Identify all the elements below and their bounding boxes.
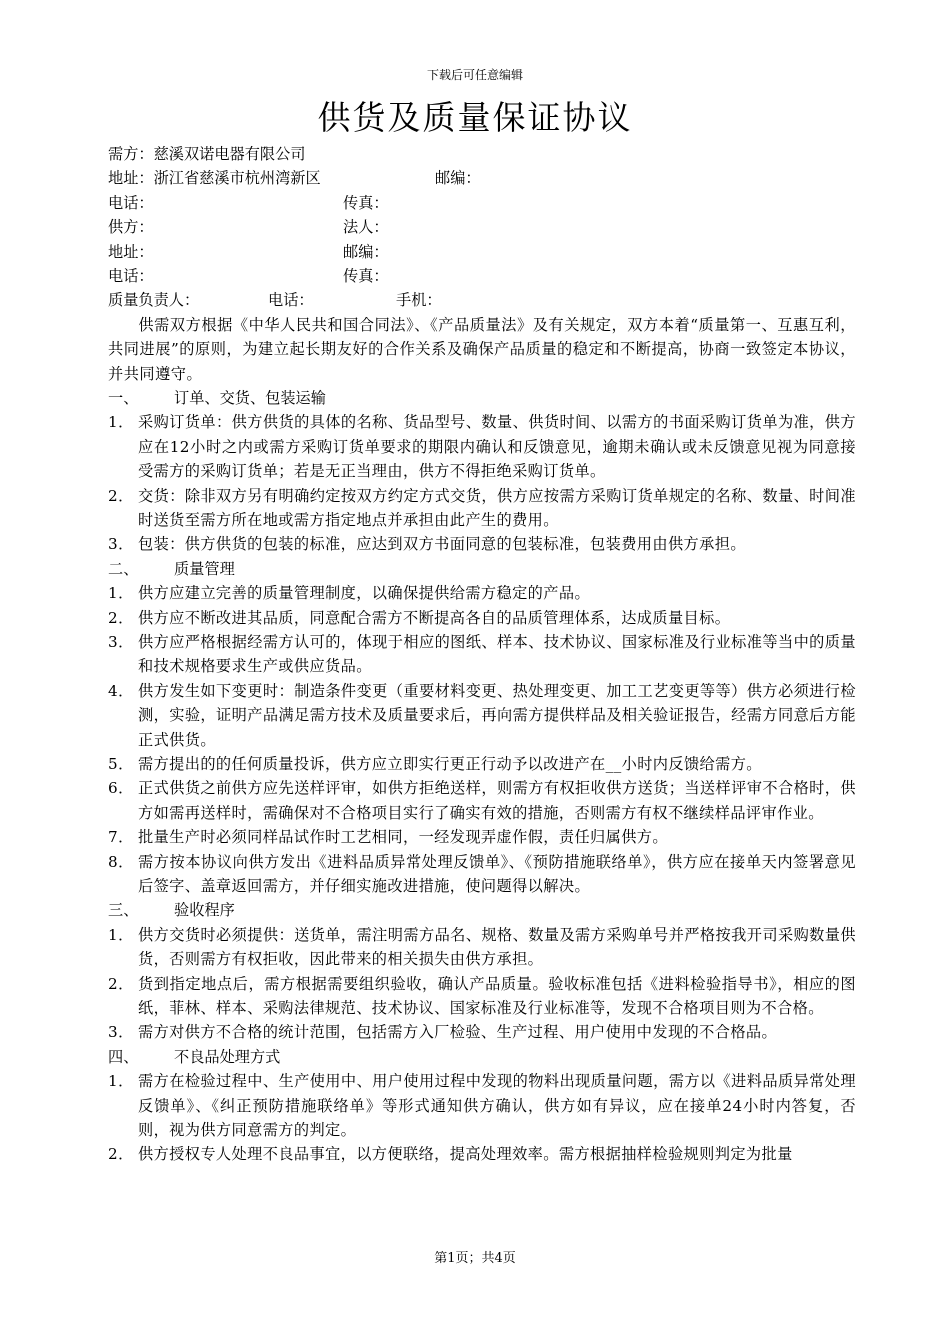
list-item-text: 交货：除非双方另有明确约定按双方约定方式交货，供方应按需方采购订货单规定的名称、数量、时间准时送货至需方所在地或需方指定地点并承担由此产生的费用。: [138, 486, 856, 529]
document-body: [108, 142, 856, 1167]
list-item: [108, 1020, 856, 1044]
section-heading: [108, 557, 856, 581]
list-item-number: 1．: [108, 925, 134, 944]
list-item-number: 8．: [108, 852, 134, 871]
list-item-number: 2．: [108, 1145, 134, 1164]
list-item-text: 供方应建立完善的质量管理制度，以确保提供给需方稳定的产品。: [138, 584, 591, 603]
list-item-text: 需方在检验过程中、生产使用中、用户使用过程中发现的物料出现质量问题，需方以《进料品质异常处理反馈单》、《纠正预防措施联络单》等形式通知供方确认，供方如有异议，应在接单24小时内答复，否则，视为供方同意需方的判定。: [138, 1072, 856, 1140]
section-number: 四、: [108, 1047, 139, 1066]
list-item-text: 供方交货时必须提供：送货单，需注明需方品名、规格、数量及需方采购单号并严格按我开司采购数量供货，否则需方有权拒收，因此带来的相关损失由供方承担。: [138, 925, 856, 969]
list-item: [108, 923, 856, 972]
list-item-text: 货到指定地点后，需方根据需要组织验收，确认产品质量。验收标准包括《进料检验指导书》，相应的图纸，菲林、样本、采购法律规范、技术协议、国家标准及行业标准等，发现不合格项目则为不合格。: [138, 974, 856, 1018]
intro-paragraph: 供需双方根据《中华人民共和国合同法》、《产品质量法》及有关规定，双方本着“质量第一、互惠互利，共同进展”的原则，为建立起长期友好的合作关系及确保产品质量的稳定和不断提高，协商一致签定本协议，并共同遵守。: [108, 315, 856, 383]
list-item-number: 3．: [108, 535, 134, 554]
section-title: 不良品处理方式: [174, 1047, 281, 1066]
list-item-text: 采购订货单：供方供货的具体的名称、货品型号、数量、供货时间、以需方的书面采购订货单为准，供方应在12小时之内或需方采购订货单要求的期限内确认和反馈意见，逾期未确认或未反馈意见视为同意接受需方的采购订货单；若是无正当理由，供方不得拒绝采购订货单。: [138, 413, 856, 481]
info-phone-2: 电话：: [108, 266, 154, 285]
info-quality-phone: 电话：: [268, 291, 314, 310]
list-item-text: 批量生产时必须同样品试作时工艺相同，一经发现弄虚作假，责任归属供方。: [138, 828, 668, 847]
list-item-text: 供方应严格根据经需方认可的，体现于相应的图纸、样本、技术协议、国家标准及行业标准等当中的质量和技术规格要求生产或供应货品。: [138, 632, 856, 676]
info-contact-1: [108, 191, 856, 215]
list-item-number: 7．: [108, 828, 134, 847]
section-title: 质量管理: [174, 559, 235, 578]
list-item-number: 6．: [108, 779, 134, 798]
list-item-number: 2．: [108, 974, 134, 993]
section-title: 验收程序: [174, 901, 235, 920]
info-fax-1: 传真：: [343, 193, 389, 212]
list-item: [108, 752, 856, 776]
list-item: [108, 1069, 856, 1142]
list-item: [108, 410, 856, 483]
list-item: [108, 679, 856, 752]
section-number: 一、: [108, 388, 139, 407]
list-item: [108, 532, 856, 556]
list-item-text: 需方按本协议向供方发出《进料品质异常处理反馈单》、《预防措施联络单》，供方应在接单天内签署意见后签字、盖章返回需方，并仔细实施改进措施，使问题得以解决。: [138, 852, 856, 896]
list-item: [108, 1142, 856, 1166]
info-fax-2: 传真：: [343, 266, 389, 285]
list-item-number: 3．: [108, 632, 134, 651]
info-supplier-label: 供方：: [108, 218, 154, 237]
info-quality-person: 质量负责人：: [108, 291, 200, 310]
sections: [108, 386, 856, 1167]
list-item: [108, 825, 856, 849]
info-legal-person: 法人：: [343, 218, 389, 237]
list-item: [108, 776, 856, 825]
info-address-2: 地址：: [108, 242, 154, 261]
page-footer: 第1页；共4页: [434, 1251, 516, 1266]
section-number: 三、: [108, 901, 139, 920]
list-item: [108, 581, 856, 605]
list-item-text: 供方授权专人处理不良品事宜，以方便联络，提高处理效率。需方根据抽样检验规则判定为批量: [138, 1145, 793, 1164]
list-item: [108, 850, 856, 899]
section-title: 订单、交货、包装运输: [174, 388, 326, 407]
list-item-number: 2．: [108, 608, 134, 627]
info-postcode-2: 邮编：: [343, 242, 389, 261]
info-quality: [108, 288, 856, 312]
list-item-number: 1．: [108, 413, 134, 432]
list-item-number: 5．: [108, 755, 134, 774]
section-heading: [108, 898, 856, 922]
list-item-text: 包装：供方供货的包装的标准，应达到双方书面同意的包装标准，包装费用由供方承担。: [138, 535, 746, 554]
document-title: 供货及质量保证协议: [317, 98, 633, 137]
info-demander: 需方：慈溪双诺电器有限公司: [108, 145, 306, 163]
info-supplier: [108, 215, 856, 239]
header-note: 下载后可任意编辑: [426, 68, 523, 82]
list-item-number: 1．: [108, 1072, 134, 1091]
list-item: [108, 630, 856, 679]
list-item-text: 供方应不断改进其品质，同意配合需方不断提高各自的品质管理体系，达成质量目标。: [138, 608, 731, 627]
list-item-number: 3．: [108, 1023, 134, 1042]
list-item: [108, 484, 856, 533]
list-item-number: 2．: [108, 486, 134, 505]
info-demander-address: 地址：浙江省慈溪市杭州湾新区 邮编：: [108, 166, 856, 190]
list-item: [108, 972, 856, 1021]
list-item-text: 正式供货之前供方应先送样评审，如供方拒绝送样，则需方有权拒收供方送货；当送样评审不合格时，供方如需再送样时，需确保对不合格项目实行了确实有效的措施，否则需方有权不继续样品评审作业。: [138, 779, 856, 822]
info-phone-1: 电话：: [108, 193, 154, 212]
section-heading: [108, 1045, 856, 1069]
list-item-text: 供方发生如下变更时：制造条件变更（重要材料变更、热处理变更、加工工艺变更等等）供方必须进行检测，实验，证明产品满足需方技术及质量要求后，再向需方提供样品及相关验证报告，经需方同意后方能正式供货。: [138, 681, 856, 749]
list-item-number: 4．: [108, 681, 134, 700]
list-item: [108, 606, 856, 630]
section-number: 二、: [108, 559, 139, 578]
info-postcode-1: 邮编：: [435, 169, 481, 188]
section-heading: [108, 386, 856, 410]
list-item-number: 1．: [108, 584, 134, 603]
list-item-text: 需方提出的的任何质量投诉，供方应立即实行更正行动予以改进产在__小时内反馈给需方。: [138, 755, 762, 774]
info-supplier-address: [108, 240, 856, 264]
list-item-text: 需方对供方不合格的统计范围，包括需方入厂检验、生产过程、用户使用中发现的不合格品。: [138, 1023, 778, 1042]
info-contact-2: [108, 264, 856, 288]
info-quality-mobile: 手机：: [396, 291, 442, 310]
